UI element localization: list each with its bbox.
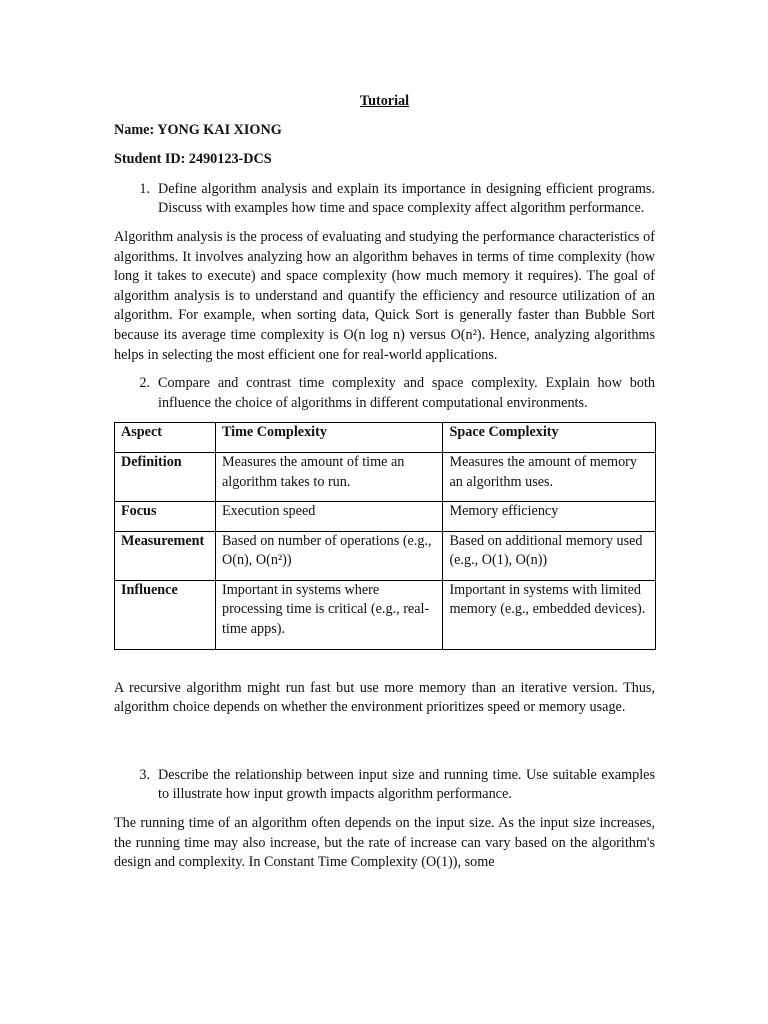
table-cell: Definition (115, 452, 216, 501)
table-cell: Measures the amount of time an algorithm takes to run. (215, 452, 442, 501)
question-number: 3. (139, 766, 150, 783)
answer-1: Algorithm analysis is the process of evaluating and studying the performance characteristics of algorithms. It involves analyzing how an algorithm behaves in terms of time complexity (how long it takes to execute) and space complexity (how much memory it requires). The goal of algorithm analysis is to understand and quantify the efficiency and resource utilization of an algorithm. For example, when sorting data, Quick Sort is generally faster than Bubble Sort because its average time complexity is O(n log n) versus O(n²). Hence, analyzing algorithms helps in selecting the most efficient one for real-world applications. (114, 228, 655, 363)
question-text: Define algorithm analysis and explain its importance in designing efficient programs. Discuss with examples how time and space complexity affect algorithm performance. (158, 180, 655, 217)
table-cell: Execution speed (215, 502, 442, 532)
document-page (114, 92, 655, 882)
table-cell: Based on additional memory used (e.g., O(1), O(n)) (443, 531, 656, 580)
spacer (114, 727, 655, 766)
table-cell: Influence (115, 580, 216, 649)
table-row (115, 531, 656, 580)
table-cell: Important in systems where processing time is critical (e.g., real-time apps). (215, 580, 442, 649)
question-number: 2. (139, 375, 150, 392)
question-text: Describe the relationship between input size and running time. Use suitable examples to illustrate how input growth impacts algorithm performance. (158, 766, 655, 803)
student-name: Name: YONG KAI XIONG (114, 121, 282, 138)
table-row (115, 502, 656, 532)
question-2 (114, 374, 655, 413)
table-cell: Important in systems with limited memory (e.g., embedded devices). (443, 580, 656, 649)
table-row (115, 452, 656, 501)
question-number: 1. (139, 180, 150, 197)
answer-3: The running time of an algorithm often depends on the input size. As the input size increases, the running time may also increase, but the rate of increase can vary based on the algorithm's design and complexity. In Constant Time Complexity (O(1)), some (114, 815, 655, 871)
table-header-cell: Space Complexity (443, 423, 656, 453)
table-cell: Memory efficiency (443, 502, 656, 532)
table-header-cell: Aspect (115, 423, 216, 453)
table-cell: Focus (115, 502, 216, 532)
question-text: Compare and contrast time complexity and space complexity. Explain how both influence the choice of algorithms in different computational environments. (158, 375, 655, 411)
document-title: Tutorial (359, 93, 410, 109)
table-cell: Measures the amount of memory an algorithm uses. (443, 452, 656, 501)
question-3 (114, 766, 655, 805)
table-header-cell: Time Complexity (215, 423, 442, 453)
student-id: Student ID: 2490123-DCS (114, 151, 272, 168)
answer-2: A recursive algorithm might run fast but use more memory than an iterative version. Thus, algorithm choice depends on whether the environment prioritizes speed or memory usage. (114, 679, 655, 716)
table-header-row (115, 423, 656, 453)
table-cell: Measurement (115, 531, 216, 580)
table-row (115, 580, 656, 649)
question-1 (114, 180, 655, 219)
table-cell: Based on number of operations (e.g., O(n), O(n²)) (215, 531, 442, 580)
comparison-table (114, 422, 656, 649)
